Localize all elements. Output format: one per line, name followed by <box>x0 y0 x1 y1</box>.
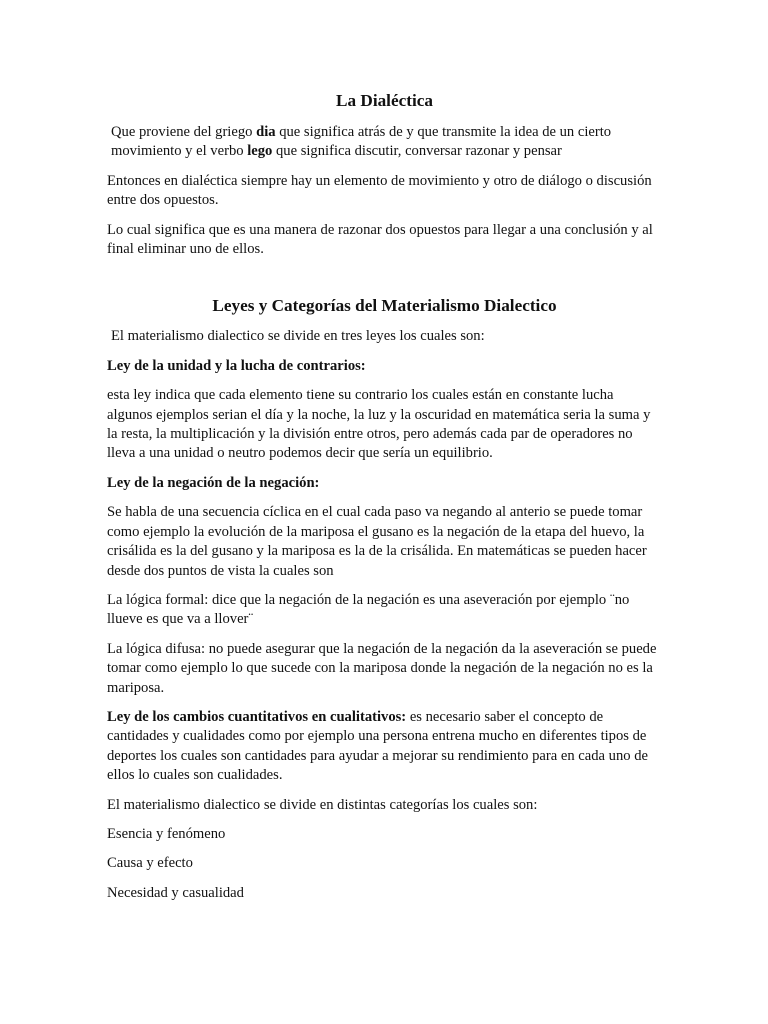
logic-fuzzy: La lógica difusa: no puede asegurar que la negación de la negación da la aseveración se puede tomar como ejemplo lo que sucede con la mariposa donde la negación de la negación no es la mariposa. <box>107 640 657 696</box>
intro-text-1: Que proviene del griego <box>111 124 257 140</box>
document-title: La Dialéctica <box>336 91 433 110</box>
law3-heading-text: Ley de los cambios cuantitativos en cualitativos: <box>107 708 407 725</box>
paragraph-conclusion: Lo cual significa que es una manera de razonar dos opuestos para llegar a una conclusión y al final eliminar uno de ellos. <box>107 221 653 258</box>
laws-intro: El materialismo dialectico se divide en tres leyes los cuales son: <box>111 328 485 345</box>
law3-paragraph <box>107 708 662 786</box>
paragraph-opposites: Entonces en dialéctica siempre hay un elemento de movimiento y otro de diálogo o discusión entre dos opuestos. <box>107 172 652 209</box>
intro-text-3: que significa discutir, conversar razonar y pensar <box>272 143 562 160</box>
logic-formal: La lógica formal: dice que la negación de la negación es una aseveración por ejemplo ¨no llueve es que va a llover¨ <box>107 591 630 628</box>
categories-intro: El materialismo dialectico se divide en distintas categorías los cuales son: <box>107 796 538 813</box>
law2-heading-text: Ley de la negación de la negación: <box>107 474 320 491</box>
category-item: Necesidad y casualidad <box>107 884 244 901</box>
document-page <box>107 90 662 913</box>
intro-paragraph <box>107 123 662 162</box>
category-item: Esencia y fenómeno <box>107 825 226 842</box>
law1-text: esta ley indica que cada elemento tiene su contrario los cuales están en constante lucha algunos ejemplos serian el día y la noche, la luz y la oscuridad en matemática seria la suma y la resta, la multiplicación y la división entre otros, pero además cada par de operadores no lleva a una unidad o neutro podemos decir que sería un equilibrio. <box>107 387 651 462</box>
intro-word-dia: dia <box>256 124 276 140</box>
category-item: Causa y efecto <box>107 855 193 872</box>
law3-text: es necesario saber el concepto de cantidades y cualidades como por ejemplo una persona entrena mucho en diferentes tipos de deportes los cuales son cantidades para ayudar a mejorar su rendimiento para en cada uno de ellos lo cuales son cualidades. <box>107 708 648 784</box>
law1-heading <box>107 357 662 376</box>
law2-text: Se habla de una secuencia cíclica en el cual cada paso va negando al anterio se puede tomar como ejemplo la evolución de la mariposa el gusano es la negación de la etapa del huevo, la crisálida es la del gusano y la mariposa es la de la crisálida. En matemáticas se pueden hacer desde dos puntos de vista la cuales son <box>107 504 647 579</box>
section-title: Leyes y Categorías del Materialismo Dialectico <box>212 296 557 316</box>
law1-heading-text: Ley de la unidad y la lucha de contrarios: <box>107 357 366 374</box>
intro-text-2: que significa atrás de y que transmite la idea de un cierto movimiento y el verbo <box>111 124 612 160</box>
intro-word-lego: lego <box>247 143 273 160</box>
law2-heading <box>107 474 662 493</box>
